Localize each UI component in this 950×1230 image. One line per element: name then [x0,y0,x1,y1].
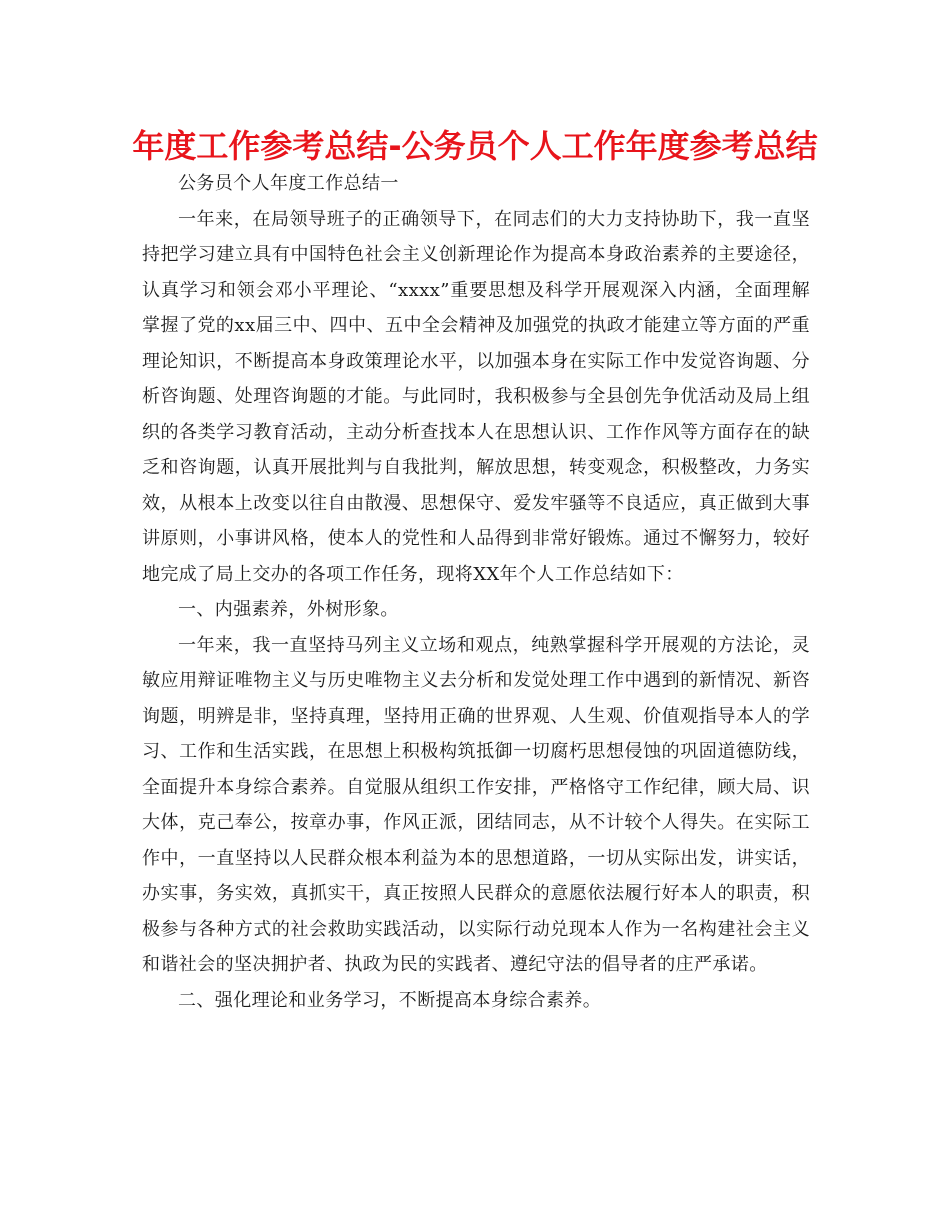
section-heading: 一、内强素养，外树形象。 [178,599,399,620]
section-heading: 公务员个人年度工作总结一 [178,173,399,194]
paragraph: 一年来，在局领导班子的正确领导下，在同志们的大力支持协助下，我一直坚持把学习建立具有中国特色社会主义创新理论作为提高本身政治素养的主要途径，认真学习和领会邓小平理论、“xxxx”重要思想及科学开展观深入内涵，全面理解掌握了党的xx届三中、四中、五中全会精神及加强党的执政才能建立等方面的严重理论知识，不断提高本身政策理论水平，以加强本身在实际工作中发觉咨询题、分析咨询题、处理咨询题的才能。与此同时，我积极参与全县创先争优活动及局上组织的各类学习教育活动，主动分析查找本人在思想认识、工作作风等方面存在的缺乏和咨询题，认真开展批判与自我批判，解放思想，转变观念，积极整改，力务实效，从根本上改变以往自由散漫、思想保守、爱发牢骚等不良适应，真正做到大事讲原则，小事讲风格，使本人的党性和人品得到非常好锻炼。通过不懈努力，较好地完成了局上交办的各项工作任务，现将XX年个人工作总结如下： [142,208,810,585]
document-body [142,166,810,1018]
section-heading: 二、强化理论和业务学习，不断提高本身综合素养。 [178,989,602,1011]
paragraph: 一年来，我一直坚持马列主义立场和观点，纯熟掌握科学开展观的方法论，灵敏应用辩证唯物主义与历史唯物主义去分析和发觉处理工作中遇到的新情况、新咨询题，明辨是非，坚持真理，坚持用正确的世界观、人生观、价值观指导本人的学习、工作和生活实践，在思想上积极构筑抵御一切腐朽思想侵蚀的巩固道德防线，全面提升本身综合素养。自觉服从组织工作安排，严格恪守工作纪律，顾大局、识大体，克己奉公，按章办事，作风正派，团结同志，从不计较个人得失。在实际工作中，一直坚持以人民群众根本利益为本的思想道路，一切从实际出发，讲实话，办实事，务实效，真抓实干，真正按照人民群众的意愿依法履行好本人的职责，积极参与各种方式的社会救助实践活动，以实际行动兑现本人作为一名构建社会主义和谐社会的坚决拥护者、执政为民的实践者、遵纪守法的倡导者的庄严承诺。 [142,634,810,975]
document-title: 年度工作参考总结-公务员个人工作年度参考总结 [132,127,818,165]
